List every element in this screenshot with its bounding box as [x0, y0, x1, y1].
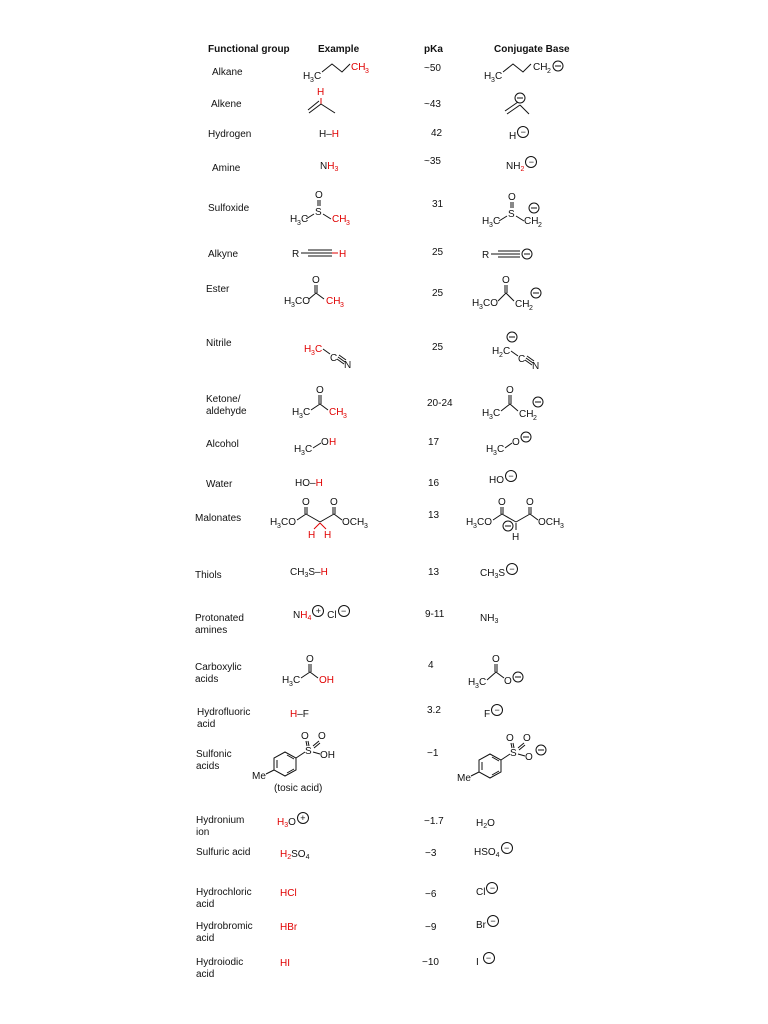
svg-text:C: C — [330, 353, 338, 364]
svg-text:H: H — [324, 530, 332, 541]
svg-text:CH: CH — [533, 62, 548, 73]
svg-text:3: 3 — [365, 68, 369, 75]
example-methanol — [292, 434, 342, 456]
svg-text:R: R — [292, 249, 300, 260]
svg-text:H: H — [482, 216, 490, 227]
svg-text:3: 3 — [489, 414, 493, 421]
svg-text:H: H — [482, 408, 490, 419]
example-acetone — [290, 383, 354, 421]
svg-text:H: H — [468, 677, 476, 688]
svg-text:H: H — [466, 517, 474, 528]
row-name-hydronium-ion: Hydronium ion — [196, 815, 245, 838]
header-example: Example — [318, 44, 360, 55]
row-name-alkyne: Alkyne — [208, 249, 239, 260]
example-hbr: HBr — [280, 922, 298, 933]
svg-text:C: C — [497, 444, 505, 455]
example-hydronium: $H_3O$ + — [277, 812, 309, 829]
conjugate-hydride: H − — [509, 126, 529, 143]
svg-text:N: N — [344, 360, 352, 371]
svg-text:O: O — [525, 752, 533, 763]
svg-text:3: 3 — [364, 523, 368, 530]
pka-water: 16 — [428, 478, 440, 489]
pka-hydronium: −1.7 — [424, 816, 444, 827]
svg-text:CH: CH — [519, 409, 534, 420]
svg-text:O: O — [321, 437, 329, 448]
conjugate-thiolate: $CH_3S$ − — [480, 563, 518, 580]
svg-text:O: O — [508, 192, 516, 203]
pka-ester: 25 — [432, 288, 444, 299]
svg-text:3: 3 — [475, 683, 479, 690]
example-hf: H–F — [290, 709, 309, 720]
svg-text:2: 2 — [499, 352, 503, 359]
row-name-alkane: Alkane — [212, 67, 243, 78]
header-pka: pKa — [424, 44, 443, 55]
svg-text:CH: CH — [524, 216, 539, 227]
svg-text:2: 2 — [533, 415, 537, 422]
example-ester — [282, 273, 354, 309]
row-name-sulfonic-acids: Sulfonic acids — [196, 749, 232, 772]
example-butane — [300, 58, 380, 84]
conjugate-acetate — [466, 652, 536, 692]
row-name-nitrile: Nitrile — [206, 338, 232, 349]
svg-text:3: 3 — [297, 220, 301, 227]
pka-hydrogen: 42 — [431, 128, 443, 139]
conjugate-dimsyl-anion — [480, 190, 546, 228]
example-hydrogen: H–H — [319, 129, 340, 140]
svg-text:3: 3 — [299, 413, 303, 420]
example-hcl: HCl — [280, 888, 297, 899]
conjugate-chloride: Cl − — [476, 882, 498, 899]
row-name-hydrogen: Hydrogen — [208, 129, 252, 140]
pka-sulfuric-acid: −3 — [425, 848, 437, 859]
svg-text:3: 3 — [301, 450, 305, 457]
svg-text:CH: CH — [332, 214, 347, 225]
header-functional-group: Functional group — [208, 44, 290, 55]
row-name-ester: Ester — [206, 284, 230, 295]
conjugate-malonate-enolate — [464, 496, 568, 542]
svg-text:O: O — [318, 731, 326, 742]
svg-text:H: H — [308, 530, 316, 541]
conjugate-amide: $NH_2-$ — [506, 156, 537, 173]
svg-text:O: O — [506, 385, 514, 396]
pka-alkene: ~43 — [424, 99, 441, 110]
pka-alcohol: 17 — [428, 437, 440, 448]
svg-text:O: O — [312, 275, 320, 286]
svg-text:O: O — [301, 731, 309, 742]
example-hi: HI — [280, 958, 290, 969]
svg-text:O: O — [504, 676, 512, 687]
svg-text:O: O — [306, 654, 314, 665]
conjugate-vinyl-anion — [496, 92, 530, 122]
row-name-ketone-aldehyde: Ketone/ aldehyde — [206, 394, 247, 417]
svg-text:3: 3 — [311, 350, 315, 357]
pka-alkane: ~50 — [424, 63, 441, 74]
row-name-sulfuric-acid: Sulfuric acid — [196, 847, 251, 858]
pka-amine: ~35 — [424, 156, 441, 167]
row-name-thiols: Thiols — [195, 570, 222, 581]
svg-text:H: H — [284, 296, 292, 307]
svg-text:C: C — [495, 71, 503, 82]
svg-text:S: S — [315, 207, 322, 218]
svg-text:2: 2 — [547, 68, 551, 75]
svg-text:O: O — [523, 733, 531, 744]
pka-malonates: 13 — [428, 510, 440, 521]
tosic-acid-label: (tosic acid) — [274, 783, 323, 794]
svg-text:H: H — [492, 346, 500, 357]
svg-text:3: 3 — [489, 222, 493, 229]
svg-text:C: C — [518, 354, 526, 365]
svg-text:2: 2 — [538, 222, 542, 229]
svg-text:H: H — [329, 437, 337, 448]
conjugate-water: $H_2O$ — [476, 818, 495, 830]
svg-text:C: C — [305, 444, 313, 455]
example-tosic-acid — [250, 728, 346, 784]
pka-hydrobromic-acid: −9 — [425, 922, 437, 933]
example-acetic-acid — [280, 652, 340, 688]
svg-text:H: H — [290, 214, 298, 225]
conjugate-cyanomethyl-anion — [490, 330, 546, 370]
conjugate-butyl-anion — [482, 58, 572, 84]
example-alkyne — [290, 245, 350, 261]
svg-text:CO: CO — [281, 517, 296, 528]
svg-text:3: 3 — [479, 304, 483, 311]
row-name-amine: Amine — [212, 163, 241, 174]
svg-text:CH: CH — [326, 296, 341, 307]
svg-text:3: 3 — [291, 302, 295, 309]
svg-text:S: S — [305, 746, 312, 757]
svg-text:3: 3 — [560, 523, 564, 530]
example-propene — [305, 86, 339, 120]
svg-text:C: C — [303, 407, 311, 418]
svg-text:CH: CH — [515, 299, 530, 310]
svg-text:CH: CH — [351, 62, 366, 73]
conjugate-fluoride: F − — [484, 704, 503, 721]
svg-text:3: 3 — [473, 523, 477, 530]
svg-text:Me: Me — [252, 771, 266, 782]
svg-text:H: H — [304, 344, 312, 355]
svg-text:3: 3 — [343, 413, 347, 420]
svg-text:R: R — [482, 250, 490, 261]
svg-text:O: O — [512, 437, 520, 448]
row-name-hydroiodic-acid: Hydroiodic acid — [196, 957, 244, 980]
header-conjugate-base: Conjugate Base — [494, 44, 570, 55]
conjugate-hydroxide: HO − — [489, 470, 517, 487]
svg-text:C: C — [301, 214, 309, 225]
pka-thiols: 13 — [428, 567, 440, 578]
row-name-malonates: Malonates — [195, 513, 242, 524]
conjugate-bromide: Br − — [476, 915, 499, 932]
svg-text:3: 3 — [493, 450, 497, 457]
svg-text:3: 3 — [310, 77, 314, 84]
svg-text:O: O — [330, 497, 338, 508]
svg-text:C: C — [314, 71, 322, 82]
conjugate-methoxide — [484, 430, 534, 456]
svg-text:H: H — [512, 532, 520, 543]
pka-protonated-amines: 9-11 — [425, 609, 445, 620]
pka-alkyne: 25 — [432, 247, 444, 258]
row-name-hydrochloric-acid: Hydrochloric acid — [196, 887, 252, 910]
row-name-hydrobromic-acid: Hydrobromic acid — [196, 921, 253, 944]
svg-text:H: H — [292, 407, 300, 418]
svg-text:OH: OH — [319, 675, 334, 686]
svg-text:3: 3 — [340, 302, 344, 309]
svg-text:H: H — [472, 298, 480, 309]
example-ammonia: $NH_3$ — [320, 161, 339, 173]
svg-text:C: C — [315, 344, 323, 355]
svg-text:3: 3 — [491, 77, 495, 84]
svg-text:H: H — [486, 444, 494, 455]
example-sulfuric-acid: $H_2SO_4$ — [280, 849, 310, 861]
svg-text:OCH: OCH — [342, 517, 365, 528]
svg-text:O: O — [498, 497, 506, 508]
svg-text:3: 3 — [346, 220, 350, 227]
conjugate-tosylate — [455, 730, 555, 786]
svg-text:CO: CO — [295, 296, 310, 307]
conjugate-ester-enolate — [470, 273, 550, 313]
conjugate-bisulfate: $HSO_4-$ — [474, 842, 513, 859]
svg-text:C: C — [293, 675, 301, 686]
row-name-alcohol: Alcohol — [206, 439, 239, 450]
row-name-sulfoxide: Sulfoxide — [208, 203, 250, 214]
svg-text:O: O — [506, 733, 514, 744]
svg-text:H: H — [484, 71, 492, 82]
pka-carboxylic-acids: 4 — [428, 660, 434, 671]
pka-ketone: 20-24 — [427, 398, 453, 409]
svg-text:CO: CO — [477, 517, 492, 528]
svg-text:OCH: OCH — [538, 517, 561, 528]
row-name-protonated-amines: Protonated amines — [195, 613, 244, 636]
svg-text:3: 3 — [277, 523, 281, 530]
row-name-carboxylic-acids: Carboxylic acids — [195, 662, 242, 685]
svg-text:CH: CH — [329, 407, 344, 418]
conjugate-iodide: I − — [476, 952, 495, 969]
svg-text:2: 2 — [529, 305, 533, 312]
conjugate-ammonia: $NH_3$ — [480, 613, 499, 625]
svg-text:S: S — [510, 748, 517, 759]
example-water: HO–H — [295, 478, 323, 489]
pka-hydroiodic-acid: −10 — [422, 957, 439, 968]
svg-text:H: H — [294, 444, 302, 455]
svg-text:H: H — [339, 249, 347, 260]
svg-text:Me: Me — [457, 773, 471, 784]
svg-text:O: O — [492, 654, 500, 665]
pka-sulfonic-acids: −1 — [427, 748, 439, 759]
row-name-water: Water — [206, 479, 233, 490]
pka-nitrile: 25 — [432, 342, 444, 353]
example-malonate — [268, 496, 372, 542]
example-ammonium-chloride: $NH_4+ Cl$ − — [293, 605, 350, 622]
pka-hydrofluoric-acid: 3.2 — [427, 705, 441, 716]
svg-text:C: C — [479, 677, 487, 688]
conjugate-ketone-enolate — [480, 383, 550, 423]
svg-text:S: S — [508, 209, 515, 220]
row-name-hydrofluoric-acid: Hydrofluoric acid — [197, 707, 251, 730]
svg-text:OH: OH — [320, 750, 335, 761]
pka-hydrochloric-acid: −6 — [425, 889, 437, 900]
svg-text:O: O — [315, 190, 323, 201]
example-dmso — [288, 188, 354, 226]
svg-text:H: H — [317, 87, 325, 98]
pka-sulfoxide: 31 — [432, 199, 444, 210]
svg-text:CO: CO — [483, 298, 498, 309]
svg-text:O: O — [526, 497, 534, 508]
row-name-alkene: Alkene — [211, 99, 242, 110]
svg-text:C: C — [493, 408, 501, 419]
svg-text:C: C — [503, 346, 511, 357]
svg-text:H: H — [282, 675, 290, 686]
svg-text:O: O — [316, 385, 324, 396]
example-methanethiol: $CH_3S-H$ — [290, 567, 328, 579]
svg-text:N: N — [532, 361, 540, 372]
conjugate-acetylide — [480, 246, 536, 262]
svg-text:C: C — [493, 216, 501, 227]
svg-text:O: O — [302, 497, 310, 508]
example-acetonitrile — [302, 340, 358, 370]
svg-text:H: H — [303, 71, 311, 82]
svg-text:H: H — [270, 517, 278, 528]
svg-text:O: O — [502, 275, 510, 286]
svg-text:3: 3 — [289, 681, 293, 688]
